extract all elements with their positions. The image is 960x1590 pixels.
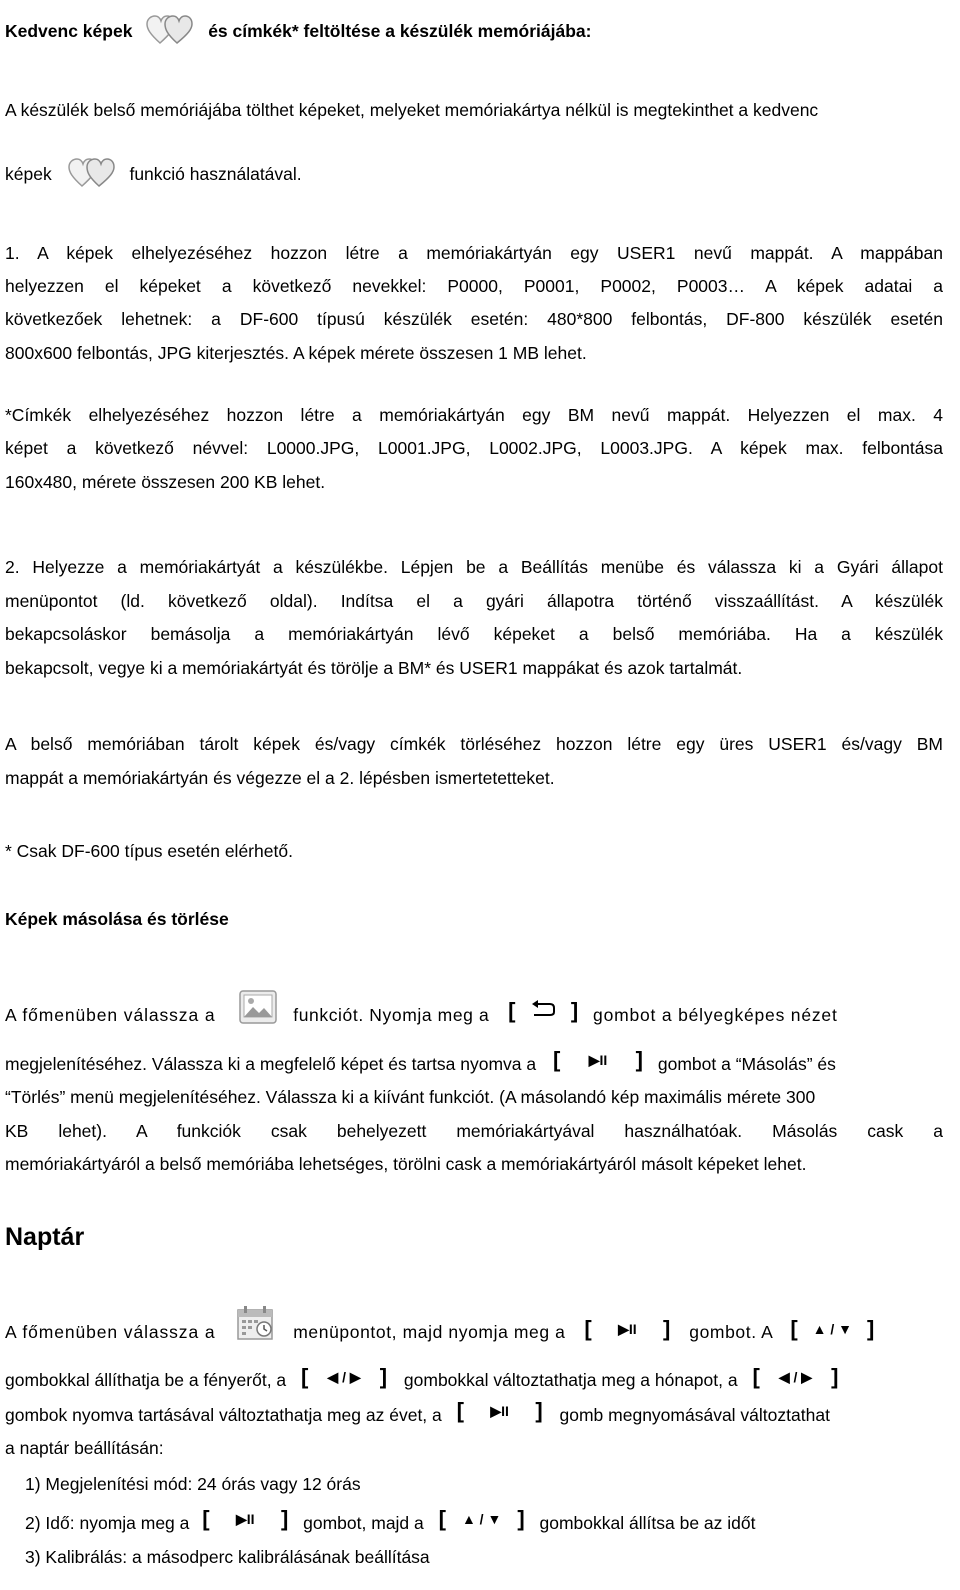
calendar-list-item-2-a: 2) Idő: nyomja meg a (25, 1513, 190, 1533)
copy-line-1-a: A főmenüben válassza a (5, 1005, 216, 1026)
calendar-line-1 (5, 1315, 943, 1343)
footnote: * Csak DF-600 típus esetén elérhető. (5, 841, 293, 861)
step1-line-3: következőek lehetnek: a DF-600 típusú készülék esetén: 480*800 felbontás, DF-800 készülék esetén (5, 309, 943, 329)
up-down-key: [ ▲ / ▼ ] (790, 1315, 875, 1341)
calendar-list-item-2-b: gombot, majd a (303, 1513, 424, 1533)
calendar-line-2-a: gombokkal állíthatja be a fényerőt, a (5, 1370, 287, 1390)
intro-line-2-a: képek (5, 164, 52, 185)
favorites-title-part2: és címkék* feltöltése a készülék memóriájába: (208, 21, 592, 42)
left-right-icon: ◀ / ▶ (327, 1369, 361, 1386)
calendar-line-1-a: A főmenüben válassza a (5, 1322, 216, 1343)
labels-note-line-3: 160x480, mérete összesen 200 KB lehet. (5, 472, 326, 492)
step1-line-1: 1. A képek elhelyezéséhez hozzon létre a memóriakártyán egy USER1 nevű mappát. A mappában (5, 243, 943, 263)
intro-line-1: A készülék belső memóriájába tölthet képeket, melyeket memóriakártya nélkül is megtekinthet a kedvenc (5, 100, 819, 120)
calendar-line-1-c: gombot. A (689, 1322, 774, 1343)
labels-note-line-1: *Címkék elhelyezéséhez hozzon létre a memóriakártyán egy BM nevű mappát. Helyezzen el max. 4 (5, 405, 943, 425)
copy-line-1-b: funkciót. Nyomja meg a (293, 1005, 490, 1026)
step2-line-4: bekapcsolt, vegye ki a memóriakártyát és törölje a BM* és USER1 mappákat és azok tartalmát. (5, 658, 743, 678)
play-pause-icon: ▶II (618, 1320, 637, 1337)
left-right-key: [ ◀ / ▶ ] (301, 1364, 388, 1390)
copy-line-5: memóriakártyáról a belső memóriába lehetséges, törölni cask a memóriakártyáról másolt képeket lehet. (5, 1154, 807, 1174)
calendar-line-4: a naptár beállításán: (5, 1438, 164, 1458)
intro-line-2 (5, 157, 943, 185)
back-icon (508, 997, 579, 1024)
calendar-list-item-3: 3) Kalibrálás: a másodperc kalibrálásának beállítása (25, 1547, 430, 1567)
up-down-icon: ▲ / ▼ (461, 1511, 502, 1528)
step1-line-4: 800x600 felbontás, JPG kiterjesztés. A képek mérete összesen 1 MB lehet. (5, 343, 587, 363)
calendar-line-3-a: gombok nyomva tartásával változtathatja meg az évet, a (5, 1405, 442, 1425)
copy-line-4: KB lehet). A funkciók csak behelyezett memóriakártyával használhatóak. Másolás cask a (5, 1121, 943, 1141)
copy-line-2-a: megjelenítéséhez. Válassza ki a megfelelő képet és tartsa nyomva a (5, 1054, 537, 1074)
play-pause-icon: ▶II (235, 1511, 255, 1528)
favorites-title-part1: Kedvenc képek (5, 21, 133, 42)
picture-icon (238, 989, 278, 1030)
step2-line-1: 2. Helyezze a memóriakártyát a készülékbe. Lépjen be a Beállítás menübe és válassza ki a Gyári állapot (5, 557, 943, 577)
calendar-icon (236, 1305, 274, 1346)
calendar-line-1-b: menüpontot, majd nyomja meg a (293, 1322, 566, 1343)
play-pause-key: [ ▶II ] (202, 1506, 289, 1532)
delete-para-line-2: mappát a memóriakártyán és végezze el a 2. lépésben ismertetetteket. (5, 768, 555, 788)
calendar-list-item-2-c: gombokkal állítsa be az időt (539, 1513, 756, 1533)
step2-line-2: menüpontot (ld. következő oldal). Indítsa el a gyári állapotra történő visszaállítást. A készülék (5, 591, 943, 611)
copy-line-2-b: gombot a “Másolás” és (657, 1054, 836, 1074)
step1-line-2: helyezzen el képeket a következő nevekkel: P0000, P0001, P0002, P0003… A képek adatai a (5, 276, 943, 296)
play-pause-icon: ▶II (588, 1052, 608, 1069)
delete-para-line-1: A belső memóriában tárolt képek és/vagy címkék törléséhez hozzon létre egy üres USER1 és/vagy BM (5, 734, 943, 754)
up-down-key: [ ▲ / ▼ ] (438, 1506, 525, 1532)
hearts-icon (67, 157, 117, 194)
calendar-list-item-1: 1) Megjelenítési mód: 24 órás vagy 12 órás (25, 1474, 361, 1494)
copy-line-1 (5, 997, 943, 1026)
play-pause-icon: ▶II (490, 1403, 509, 1420)
play-pause-key: [ ▶II ] (553, 1047, 643, 1073)
intro-line-2-b: funkció használatával. (129, 164, 302, 185)
copy-delete-title: Képek másolása és törlése (5, 909, 229, 929)
left-right-key: [ ◀ / ▶ ] (752, 1364, 839, 1390)
hearts-icon (145, 14, 195, 51)
calendar-line-2 (5, 1364, 943, 1391)
copy-line-1-c: gombot a bélyegképes nézet (593, 1005, 838, 1026)
left-right-icon: ◀ / ▶ (778, 1369, 813, 1386)
step2-line-3: bekapcsoláskor bemásolja a memóriakártyán lévő képeket a belső memóriába. Ha a készülék (5, 624, 943, 644)
play-pause-key: [ ▶II ] (584, 1315, 671, 1341)
back-button-icon: [ ] (508, 997, 579, 1023)
favorites-title (5, 14, 943, 42)
calendar-line-2-b: gombokkal változtathatja meg a hónapot, a (403, 1370, 738, 1390)
play-pause-key: [ ▶II ] (456, 1398, 543, 1424)
up-down-icon: ▲ / ▼ (812, 1320, 853, 1337)
calendar-title: Naptár (5, 1223, 85, 1251)
calendar-list-item-2 (25, 1506, 756, 1534)
copy-line-3: “Törlés” menü megjelenítéséhez. Válassza ki a kiívánt funkciót. (A másolandó kép maximális mérete 300 (5, 1087, 816, 1107)
labels-note-line-2: képet a következő névvel: L0000.JPG, L0001.JPG, L0002.JPG, L0003.JPG. A képek max. felbontása (5, 438, 943, 458)
calendar-line-3 (5, 1398, 943, 1426)
calendar-line-3-b: gomb megnyomásával változtathat (559, 1405, 830, 1425)
copy-line-2 (5, 1047, 943, 1075)
